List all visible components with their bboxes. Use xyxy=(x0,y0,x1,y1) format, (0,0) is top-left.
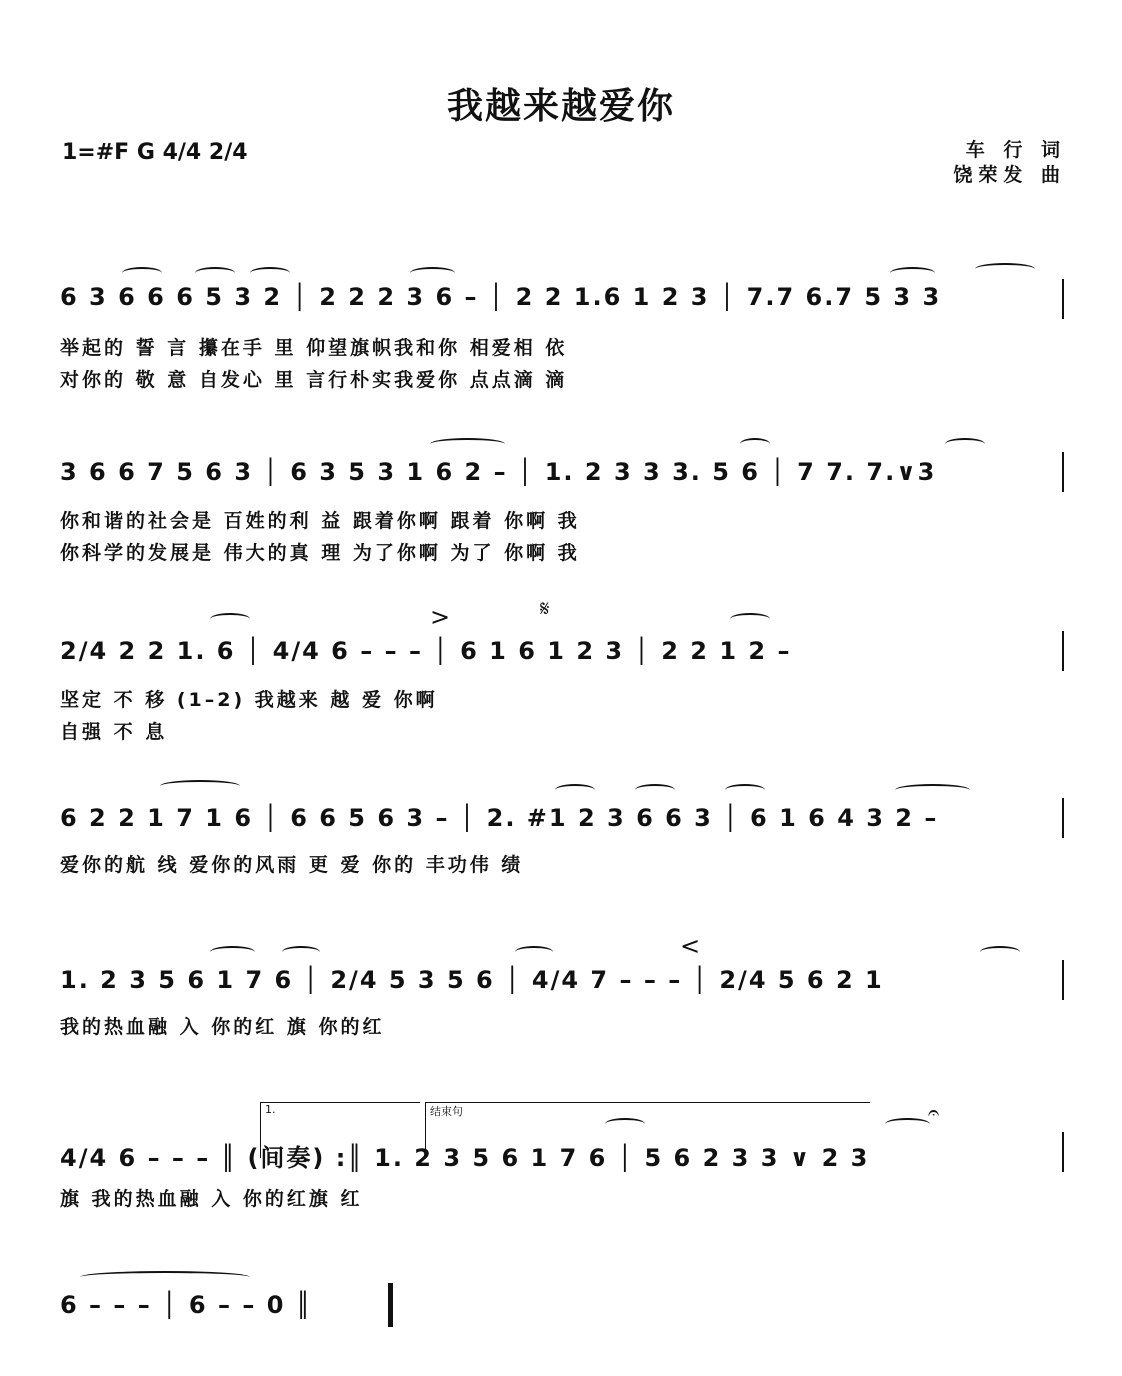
notation-line: 1. 2 3 5 6 1 7 6 │ 2/4 5 3 5 6 │ 4/4 7 – – – │ 2/4 5 6 2 1 xyxy=(60,966,884,994)
slur xyxy=(250,267,290,279)
barline xyxy=(1062,631,1064,671)
key-signature: 1=#F G 4/4 2/4 xyxy=(62,140,248,165)
fermata-icon: 𝄐 xyxy=(928,1100,940,1124)
notation-line: 4/4 6 – – – ║ (间奏) :║ 1. 2 3 5 6 1 7 6 │ 5 6 2 3 3 ∨ 2 3 xyxy=(60,1144,870,1172)
notation-line: 6 2 2 1 7 1 6 │ 6 6 5 6 3 – │ 2. #1 2 3 6 6 3 │ 6 1 6 4 3 2 – xyxy=(60,804,939,832)
lyricist-credit: 车 行 词 xyxy=(965,139,1066,161)
slur xyxy=(895,784,970,796)
notation-line: 6 3 6 6 6 5 3 2 │ 2 2 2 3 6 – │ 2 2 1.6 1 2 3 │ 7.7 6.7 5 3 3 xyxy=(60,283,942,311)
tie-slur xyxy=(80,1271,250,1283)
segno-icon: 𝄋 xyxy=(540,597,550,622)
decrescendo-hairpin: > xyxy=(430,603,451,631)
lyrics-verse-2: 自强 不 息 xyxy=(60,721,168,743)
notation-line: 6 – – – │ 6 – – 0 ║ xyxy=(60,1291,313,1319)
notation-line: 3 6 6 7 5 6 3 │ 6 3 5 3 1 6 2 – │ 1. 2 3 3 3. 5 6 │ 7 7. 7.∨3 xyxy=(60,458,937,486)
slur xyxy=(160,780,240,792)
slur xyxy=(210,613,250,625)
lyrics-verse-1: 爱你的航 线 爱你的风雨 更 爱 你的 丰功伟 绩 xyxy=(60,854,524,876)
slur xyxy=(555,784,595,796)
lyrics-verse-1: 我的热血融 入 你的红 旗 你的红 xyxy=(60,1016,385,1038)
slur xyxy=(975,263,1035,275)
slur xyxy=(430,438,505,450)
slur xyxy=(945,438,985,450)
slur xyxy=(282,946,320,958)
lyrics-verse-2: 对你的 敬 意 自发心 里 言行朴实我爱你 点点滴 滴 xyxy=(60,369,568,391)
lyrics-verse-1: 旗 我的热血融 入 你的红旗 红 xyxy=(60,1188,363,1210)
slur xyxy=(980,946,1020,958)
slur xyxy=(195,267,235,279)
lyrics-verse-2: 你科学的发展是 伟大的真 理 为了你啊 为了 你啊 我 xyxy=(60,542,580,564)
slur xyxy=(210,946,255,958)
slur xyxy=(890,267,935,279)
composer-credit: 饶荣发 曲 xyxy=(953,164,1066,186)
slur xyxy=(635,784,675,796)
slur xyxy=(122,267,162,279)
final-barline xyxy=(388,1283,393,1327)
notation-line: 2/4 2 2 1. 6 │ 4/4 6 – – – │ 6 1 6 1 2 3 │ 2 2 1 2 – xyxy=(60,637,792,665)
slur xyxy=(605,1118,645,1130)
barline xyxy=(1062,279,1064,319)
barline xyxy=(1062,960,1064,1000)
slur xyxy=(725,784,765,796)
barline xyxy=(1062,1132,1064,1172)
barline xyxy=(1062,452,1064,492)
slur xyxy=(515,946,553,958)
slur xyxy=(730,613,770,625)
song-title: 我越来越爱你 xyxy=(446,86,675,127)
volta-bracket: 1. xyxy=(260,1102,420,1158)
ending-bracket: 结束句 xyxy=(425,1102,870,1158)
slur xyxy=(410,267,455,279)
lyrics-verse-1: 你和谐的社会是 百姓的利 益 跟着你啊 跟着 你啊 我 xyxy=(60,510,580,532)
crescendo-hairpin: < xyxy=(680,932,701,960)
slur xyxy=(885,1118,930,1130)
slur xyxy=(740,438,770,450)
barline xyxy=(1062,798,1064,838)
lyrics-verse-1: 举起的 誓 言 攥在手 里 仰望旗帜我和你 相爱相 依 xyxy=(60,337,568,359)
lyrics-verse-1: 坚定 不 移 (1–2) 我越来 越 爱 你啊 xyxy=(60,689,438,711)
